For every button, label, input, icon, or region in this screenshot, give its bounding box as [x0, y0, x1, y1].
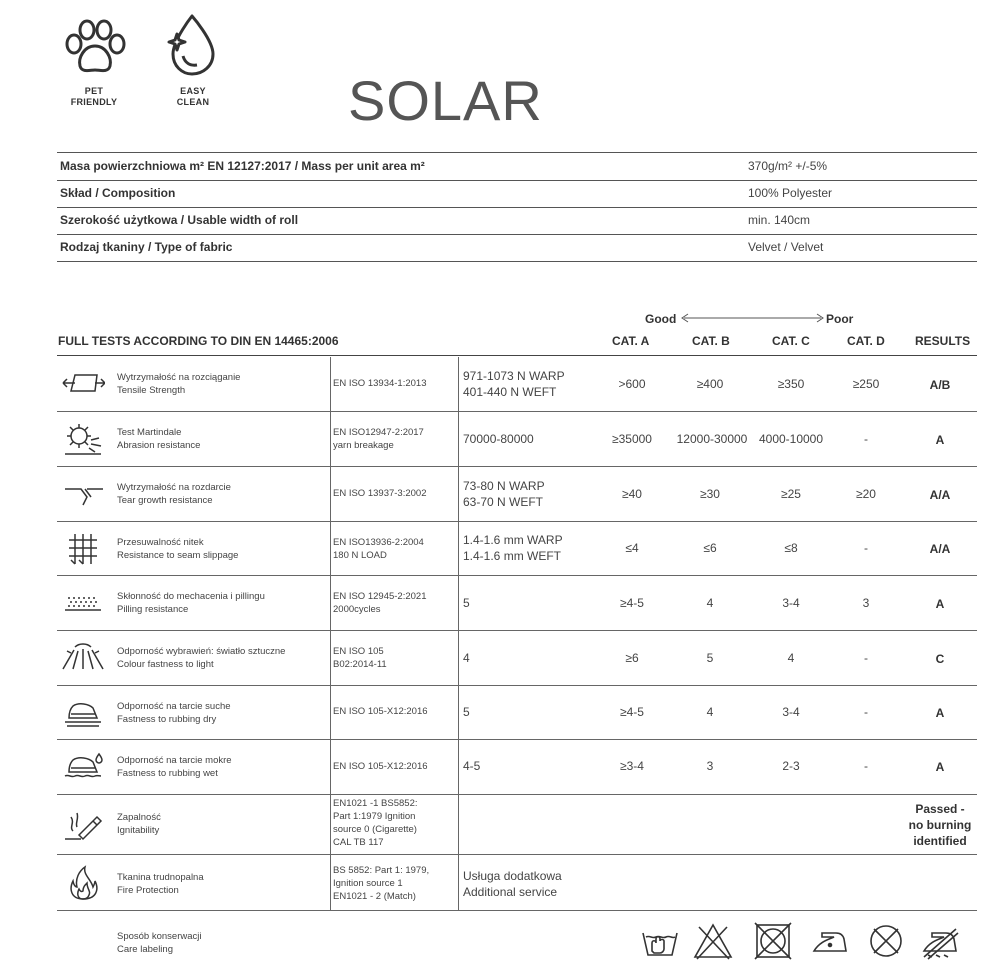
cat-b-value: 3 [706, 759, 714, 773]
cat-d-value: ≥250 [852, 377, 880, 391]
table-row [57, 740, 977, 795]
spec-row [57, 180, 977, 208]
spec-row [57, 207, 977, 235]
cat-c-value: ≥25 [781, 487, 801, 501]
cat-d-value: ≥20 [856, 487, 876, 501]
cat-a-value: ≥4-5 [620, 705, 644, 719]
test-standard: EN1021 -1 BS5852: [333, 798, 418, 809]
result-value: Passed - [915, 802, 965, 816]
cat-b-value: ≥30 [700, 487, 720, 501]
test-name-pl: Przesuwalność nitek [117, 537, 204, 548]
test-standard: EN1021 - 2 (Match) [333, 891, 416, 902]
no-bleach-icon [693, 921, 733, 961]
cat-a-value: ≥35000 [612, 432, 652, 446]
test-standard: EN ISO12947-2:2017 [333, 427, 424, 438]
test-value: 1.4-1.6 mm WEFT [463, 549, 562, 563]
cat-d-value: - [864, 651, 868, 665]
result-value: identified [913, 834, 967, 848]
light-fastness-icon [61, 639, 105, 675]
fire-icon [61, 865, 105, 901]
badge-line1: PET [84, 86, 104, 96]
good-label: Good [645, 312, 677, 326]
test-name-pl: Odporność wybrawień: światło sztuczne [117, 646, 286, 657]
cat-c-value: 3-4 [782, 705, 800, 719]
test-value: 70000-80000 [463, 432, 534, 446]
poor-label: Poor [826, 312, 854, 326]
spec-row [57, 152, 977, 181]
test-standard: EN ISO 105-X12:2016 [333, 761, 428, 772]
cat-b-value: ≥400 [696, 377, 724, 391]
test-standard-note: B02:2014-11 [333, 659, 387, 670]
table-row [57, 412, 977, 467]
test-standard: EN ISO13936-2:2004 [333, 537, 424, 548]
cigarette-icon [61, 805, 105, 841]
cat-c-header: CAT. C [772, 334, 810, 348]
cat-c-value: ≥350 [777, 377, 805, 391]
cat-b-value: 4 [706, 596, 714, 610]
test-name-pl: Skłonność do mechacenia i pillingu [117, 591, 265, 602]
test-value: Usługa dodatkowa [463, 869, 562, 883]
tear-icon [61, 475, 105, 511]
test-standard: BS 5852: Part 1: 1979, [333, 865, 430, 876]
cat-d-value: - [864, 541, 868, 555]
test-name-en: Fastness to rubbing wet [117, 768, 218, 779]
badge-line1: EASY [180, 86, 206, 96]
table-row [57, 357, 977, 412]
table-row [57, 686, 977, 740]
test-name-pl: Test Martindale [117, 427, 182, 438]
test-value: 63-70 N WEFT [463, 495, 544, 509]
test-name-en: Pilling resistance [117, 604, 189, 615]
test-value: Additional service [463, 885, 558, 899]
test-name-en: Tear growth resistance [117, 495, 213, 506]
cat-a-value: >600 [618, 377, 646, 391]
test-value: 5 [463, 596, 470, 610]
no-dry-clean-icon [866, 921, 906, 961]
spec-value: Velvet / Velvet [748, 240, 824, 254]
test-standard: EN ISO 105-X12:2016 [333, 706, 428, 717]
cat-c-value: 4000-10000 [758, 432, 824, 446]
badge-line2: FRIENDLY [70, 97, 118, 107]
test-value: 4-5 [463, 759, 481, 773]
cat-a-value: ≥3-4 [620, 759, 644, 773]
test-value: 1.4-1.6 mm WARP [463, 533, 563, 547]
test-standard: EN ISO 13934-1:2013 [333, 378, 427, 389]
result-value: A [935, 597, 945, 611]
test-name-en: Fastness to rubbing dry [117, 714, 217, 725]
cat-c-value: 3-4 [782, 596, 800, 610]
spec-value: min. 140cm [748, 213, 811, 227]
test-name-en: Fire Protection [117, 885, 179, 896]
test-name-pl: Wytrzymałość na rozdarcie [117, 482, 231, 493]
test-name-en: Ignitability [117, 825, 160, 836]
result-value: no burning [908, 818, 972, 832]
cat-d-value: - [864, 432, 868, 446]
test-name-pl: Odporność na tarcie mokre [117, 755, 232, 766]
iron-low-icon [810, 921, 850, 961]
pilling-icon [61, 584, 105, 620]
care-label-en: Care labeling [117, 944, 173, 955]
test-standard: source 0 (Cigarette) [333, 824, 417, 835]
test-name-pl: Odporność na tarcie suche [117, 701, 231, 712]
result-value: A [935, 706, 945, 720]
result-value: A/A [929, 488, 951, 502]
badge-line2: CLEAN [176, 97, 210, 107]
cat-d-value: - [864, 759, 868, 773]
spec-label: Szerokość użytkowa / Usable width of roll [60, 213, 299, 227]
test-standard-note: 180 N LOAD [333, 550, 387, 561]
hand-wash-icon [640, 921, 680, 961]
iron-dry-icon [61, 694, 105, 730]
test-standard: CAL TB 117 [333, 837, 384, 848]
cat-a-header: CAT. A [612, 334, 650, 348]
water-drop-sparkle-icon [163, 12, 221, 78]
no-iron-steam-icon [920, 921, 960, 961]
cat-b-header: CAT. B [692, 334, 730, 348]
no-tumble-dry-icon [753, 921, 793, 961]
test-standard: Part 1:1979 Ignition [333, 811, 416, 822]
test-name-en: Abrasion resistance [117, 440, 201, 451]
cat-a-value: ≥40 [622, 487, 642, 501]
good-poor-arrow-icon [680, 312, 825, 324]
cat-b-value: 12000-30000 [676, 432, 748, 446]
cat-c-value: 4 [787, 651, 795, 665]
cat-b-value: ≤6 [703, 541, 717, 555]
results-header: RESULTS [915, 334, 971, 348]
test-name-en: Tensile Strength [117, 385, 186, 396]
test-standard: EN ISO 13937-3:2002 [333, 488, 427, 499]
cat-b-value: 5 [706, 651, 714, 665]
cat-d-value: - [864, 705, 868, 719]
tensile-icon [61, 365, 105, 401]
seam-slippage-icon [61, 530, 105, 566]
test-value: 5 [463, 705, 470, 719]
result-value: A [935, 760, 945, 774]
test-name-en: Resistance to seam slippage [117, 550, 239, 561]
result-value: A [935, 433, 945, 447]
test-standard-note: 2000cycles [333, 604, 381, 615]
test-name-pl: Tkanina trudnopalna [117, 872, 204, 883]
table-row [57, 522, 977, 576]
care-label-pl: Sposób konserwacji [117, 931, 202, 942]
cat-d-value: 3 [862, 596, 870, 610]
result-value: A/A [929, 542, 951, 556]
cat-d-header: CAT. D [847, 334, 885, 348]
test-standard: Ignition source 1 [333, 878, 403, 889]
tests-title: FULL TESTS ACCORDING TO DIN EN 14465:2006 [58, 334, 339, 348]
test-value: 401-440 N WEFT [463, 385, 557, 399]
cat-b-value: 4 [706, 705, 714, 719]
spec-row [57, 234, 977, 262]
cat-a-value: ≥4-5 [620, 596, 644, 610]
spec-label: Skład / Composition [60, 186, 176, 200]
cat-a-value: ≤4 [625, 541, 639, 555]
test-name-pl: Wytrzymałość na rozciąganie [117, 372, 241, 383]
spec-label: Masa powierzchniowa m² EN 12127:2017 / Mass per unit area m² [60, 159, 425, 173]
test-name-pl: Zapalność [117, 812, 161, 823]
table-row [57, 467, 977, 522]
test-value: 73-80 N WARP [463, 479, 545, 493]
test-standard: EN ISO 12945-2:2021 [333, 591, 427, 602]
result-value: C [935, 652, 945, 666]
spec-value: 100% Polyester [748, 186, 833, 200]
cat-c-value: 2-3 [782, 759, 800, 773]
table-row [57, 576, 977, 631]
spec-value: 370g/m² +/-5% [748, 159, 828, 173]
iron-wet-icon [61, 748, 105, 784]
table-row [57, 795, 977, 855]
cat-a-value: ≥6 [625, 651, 639, 665]
paw-icon [62, 16, 128, 76]
table-row [57, 855, 977, 911]
spec-label: Rodzaj tkaniny / Type of fabric [60, 240, 233, 254]
table-row [57, 631, 977, 686]
test-standard-note: yarn breakage [333, 440, 394, 451]
cat-c-value: ≤8 [784, 541, 798, 555]
result-value: A/B [929, 378, 951, 392]
test-name-en: Colour fastness to light [117, 659, 214, 670]
test-value: 971-1073 N WARP [463, 369, 565, 383]
test-value: 4 [463, 651, 470, 665]
product-title: SOLAR [348, 69, 543, 132]
martindale-icon [61, 420, 105, 456]
test-standard: EN ISO 105 [333, 646, 384, 657]
header-divider [57, 355, 977, 356]
